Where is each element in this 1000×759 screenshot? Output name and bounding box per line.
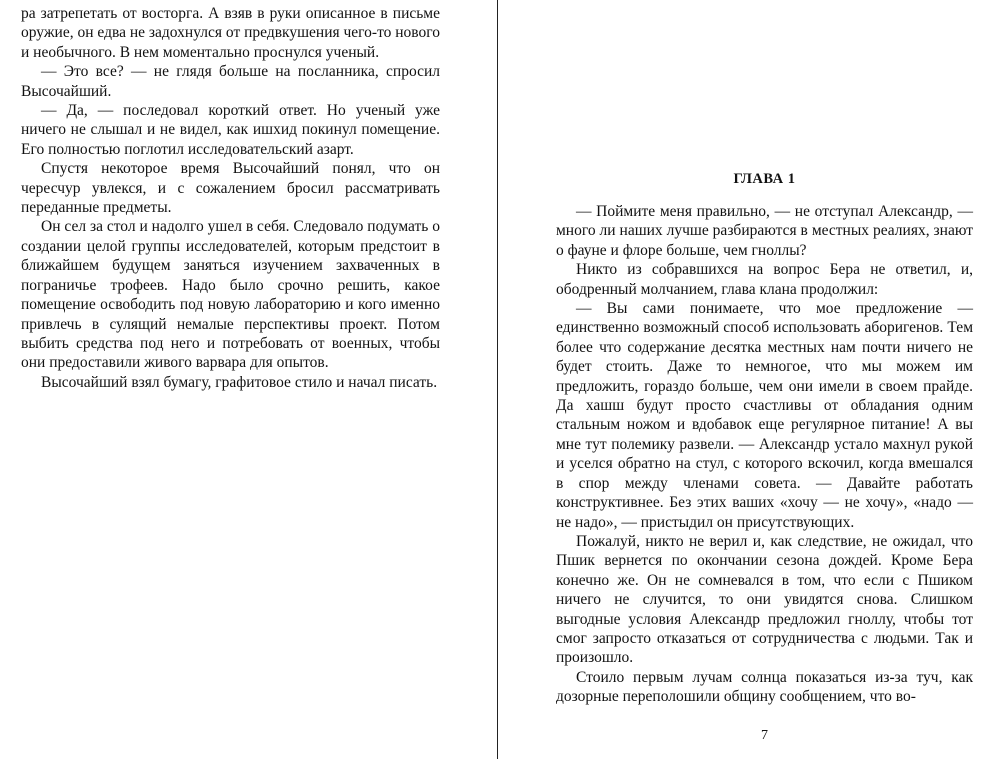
- paragraph: Пожалуй, никто не верил и, как следствие, не ожидал, что Пшик вернется по окончании сезона дождей. Кроме Бера конечно же. Он не сомневался в том, что если с Пшиком ничего не случится, то они увидятся снова. Слишком выгодные условия Александр предложил гноллу, чтобы тот смог запросто отказаться от сотрудничества с людьми. Так и произошло.: [556, 532, 973, 667]
- page-gutter-divider: [497, 0, 498, 759]
- page-number: 7: [761, 728, 768, 743]
- paragraph: — Вы сами понимаете, что мое предложение — единственно возможный способ использовать аборигенов. Тем более что содержание десятка местных нам почти ничего не будет стоить. Даже то немногое, что мы можем им предложить, гораздо больше, чем они имели в своем прайде. Да хашш будут просто счастливы от обладания одним стальным ножом и вдобавок еще регулярное питание! А вы мне тут полемику развели. — Александр устало махнул рукой и уселся обратно на стул, с которого вскочил, когда вмешался в спор между членами совета. — Давайте работать конструктивнее. Без этих ваших «хочу — не хочу», «надо — не надо», — пристыдил он присутствующих.: [556, 300, 973, 531]
- paragraph: — Поймите меня правильно, — не отступал Александр, — много ли наших лучше разбираются в местных реалиях, знают о фауне и флоре больше, чем гноллы?: [556, 203, 973, 259]
- paragraph: Спустя некоторое время Высочайший понял, что он чересчур увлекся, и с сожалением бросил рассматривать переданные предметы.: [21, 160, 440, 217]
- paragraph: ра затрепетать от восторга. А взяв в руки описанное в письме оружие, он едва не задохнулся от предвкушения чего-то нового и необычного. В нем моментально проснулся ученый.: [21, 5, 440, 61]
- paragraph: — Да, — последовал короткий ответ. Но ученый уже ничего не слышал и не видел, как ишхид покинул помещение. Его полностью поглотил исследовательский азарт.: [21, 102, 440, 158]
- paragraph: Он сел за стол и надолго ушел в себя. Следовало подумать о создании целой группы исследователей, которым предстоит в ближайшем будущем заняться изучением захваченных в пограничье трофеев. Надо было срочно решить, какое помещение освободить под новую лабораторию и кого именно привлечь в сулящий немалые перспективы проект. Потом выбить средства под него и потребовать от военных, чтобы они предоставили живого варвара для опытов.: [21, 218, 440, 372]
- chapter-title: ГЛАВА 1: [733, 171, 796, 187]
- paragraph: Стоило первым лучам солнца показаться из-за туч, как дозорные переполошили общину сообщением, что во-: [556, 668, 973, 706]
- right-page-text: [556, 202, 973, 707]
- paragraph: Никто из собравшихся на вопрос Бера не ответил, и, ободренный молчанием, глава клана продолжил:: [556, 261, 973, 298]
- paragraph: — Это все? — не глядя больше на посланника, спросил Высочайший.: [21, 63, 440, 100]
- paragraph: Высочайший взял бумагу, графитовое стило и начал писать.: [41, 373, 438, 391]
- left-page-text: [21, 4, 440, 392]
